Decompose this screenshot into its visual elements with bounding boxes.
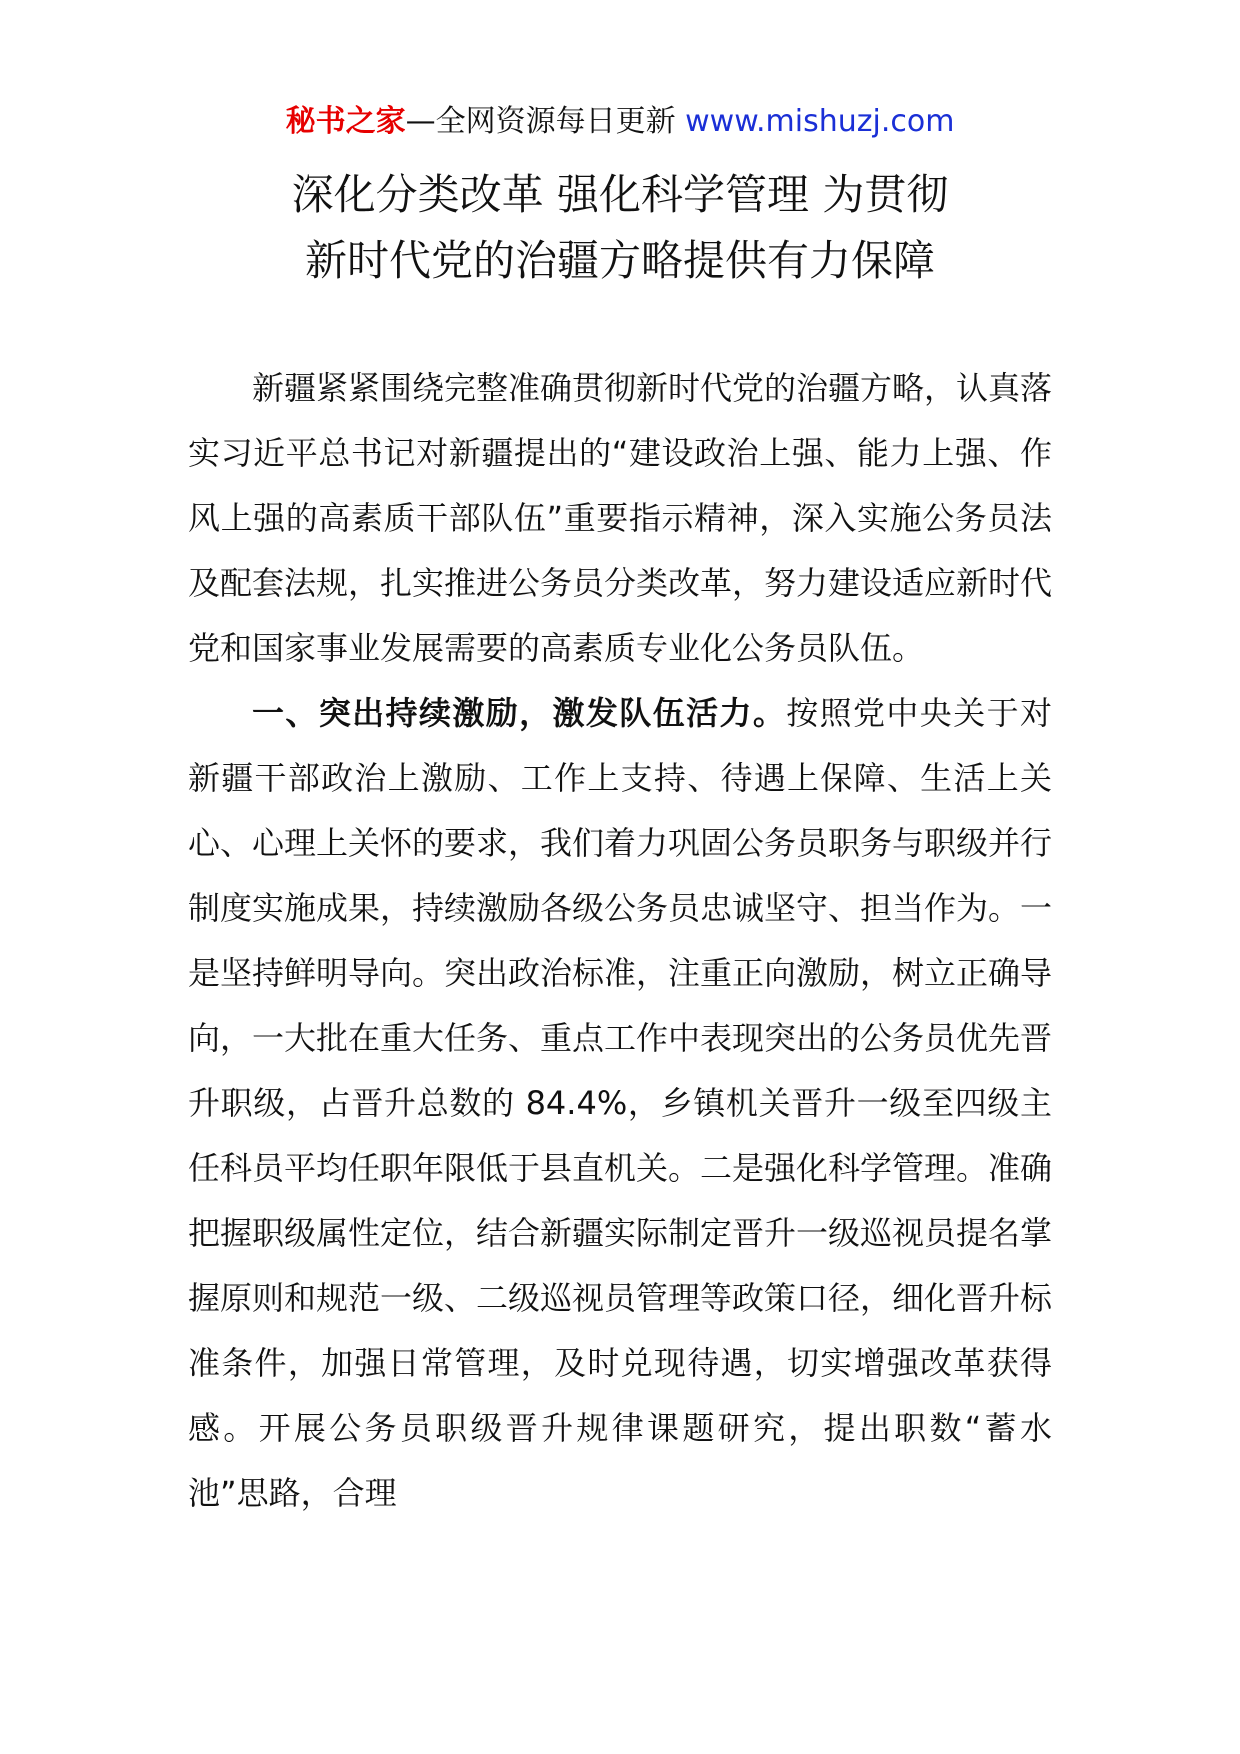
section-1-body: 按照党中央关于对新疆干部政治上激励、工作上支持、待遇上保障、生活上关心、心理上关怀的要求，我们着力巩固公务员职务与职级并行制度实施成果，持续激励各级公务员忠诚坚守、担当作为。一是坚持鲜明导向。突出政治标准，注重正向激励，树立正确导向，一大批在重大任务、重点工作中表现突出的公务员优先晋升职级，占晋升总数的 84.4%，乡镇机关晋升一级至四级主任科员平均任职年限低于县直机关。二是强化科学管理。准确把握职级属性定位，结合新疆实际制定晋升一级巡视员提名掌握原则和规范一级、二级巡视员管理等政策口径，细化晋升标准条件，加强日常管理，及时兑现待遇，切实增强改革获得感。开展公务员职级晋升规律课题研究，提出职数“蓄水池”思路，合理: [188, 694, 1053, 1512]
intro-paragraph: 新疆紧紧围绕完整准确贯彻新时代党的治疆方略，认真落实习近平总书记对新疆提出的“建设政治上强、能力上强、作风上强的高素质干部队伍”重要指示精神，深入实施公务员法及配套法规，扎实推进公务员分类改革，努力建设适应新时代党和国家事业发展需要的高素质专业化公务员队伍。: [188, 369, 1053, 667]
section-1-heading: 一、突出持续激励，激发队伍活力。: [252, 694, 787, 732]
title-line-2: 新时代党的治疆方略提供有力保障: [304, 236, 935, 285]
site-name: 秘书之家: [285, 104, 406, 139]
document-title: [0, 162, 1240, 294]
section-1-paragraph: [188, 681, 1052, 1526]
document-body: [188, 356, 1052, 1526]
site-slogan: —全网资源每日更新: [405, 104, 676, 139]
title-line-1: 深化分类改革 强化科学管理 为贯彻: [291, 170, 949, 219]
site-header: [0, 100, 1240, 144]
site-url-link[interactable]: www.mishuzj.com: [685, 104, 955, 139]
